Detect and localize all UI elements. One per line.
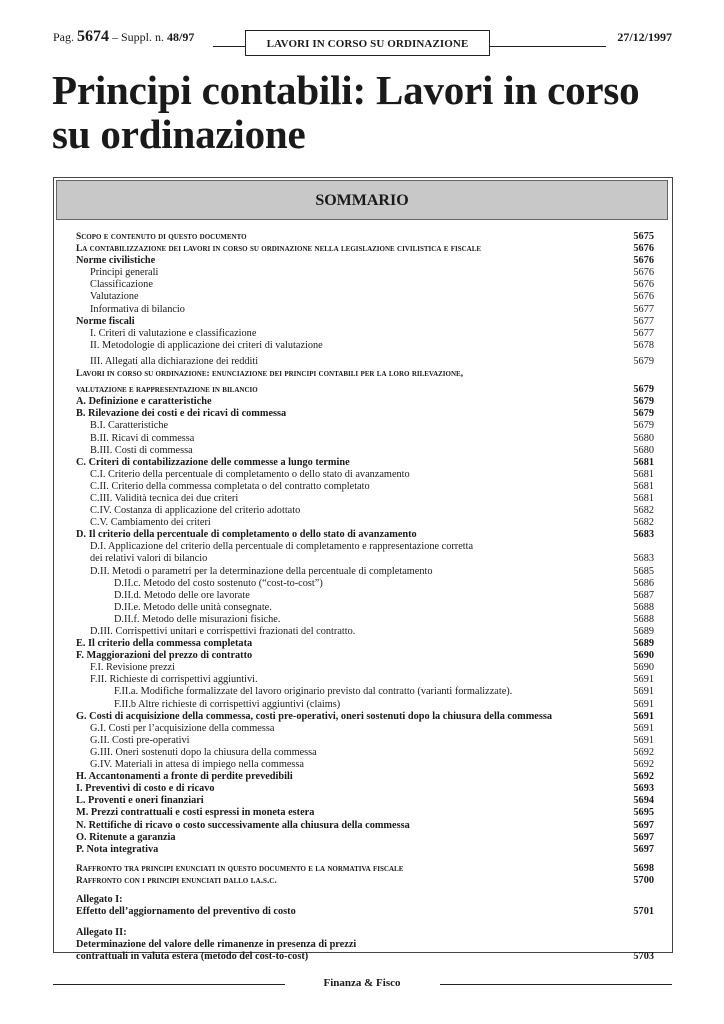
toc-entry[interactable]: [76, 505, 654, 517]
dash: –: [112, 30, 118, 44]
toc-entry[interactable]: [76, 894, 654, 906]
toc-entry-page: 5681: [633, 456, 654, 468]
toc-entry-page: 5692: [633, 771, 654, 783]
toc-entry-text: D.II.c. Metodo del costo sostenuto (“cost-to-cost”): [114, 577, 323, 589]
toc-entry-text: G.II. Costi pre-operativi: [90, 734, 190, 746]
toc-entry-page: 5682: [633, 505, 654, 517]
toc-entry[interactable]: [76, 356, 654, 368]
toc-entry[interactable]: [76, 863, 654, 875]
toc-entry-text: I. Criteri di valutazione e classificazione: [90, 327, 257, 339]
toc-entry-text: B.III. Costi di commessa: [90, 444, 193, 456]
toc-entry-page: 5676: [633, 243, 654, 255]
toc-entry-page: 5678: [633, 339, 654, 351]
header-page-info: [53, 28, 194, 46]
toc-entry[interactable]: [76, 384, 654, 396]
toc-entry-text: Raffronto tra principi enunciati in questo documento e la normativa fiscale: [76, 863, 404, 874]
title-line-2: su ordinazione: [52, 111, 306, 157]
toc-entry-text: G.III. Oneri sostenuti dopo la chiusura della commessa: [90, 746, 317, 758]
toc-entry-page: 5682: [633, 517, 654, 529]
toc-entry-text: D.II. Metodi o parametri per la determinazione della percentuale di completamento: [90, 565, 433, 577]
toc-entry[interactable]: [76, 481, 654, 493]
toc-entry[interactable]: [76, 747, 654, 759]
toc-entry-page: 5677: [633, 315, 654, 327]
toc-entry-page: 5691: [633, 722, 654, 734]
toc-entry-text: Classificazione: [90, 279, 153, 291]
toc-entry-text: B. Rilevazione dei costi e dei ricavi di commessa: [76, 408, 287, 420]
toc-entry-text: contrattuali in valuta estera (metodo del cost-to-cost): [76, 951, 309, 963]
toc-entry-text: Norme fiscali: [76, 315, 135, 327]
toc-entry[interactable]: [76, 493, 654, 505]
toc-entry-page: 5683: [633, 529, 654, 541]
toc-entry[interactable]: [76, 662, 654, 674]
toc-entry-page: 5697: [633, 831, 654, 843]
toc-entry[interactable]: [76, 951, 654, 963]
toc-entry[interactable]: [76, 328, 654, 340]
toc-entry-page: 5693: [633, 783, 654, 795]
toc-entry-text: G.IV. Materiali in attesa di impiego nella commessa: [90, 759, 304, 771]
toc-entry-text: D.II.d. Metodo delle ore lavorate: [114, 589, 250, 601]
toc-entry[interactable]: [76, 304, 654, 316]
toc-entry-text: Determinazione del valore delle rimanenze in presenza di prezzi: [76, 939, 357, 951]
toc-entry-page: 5676: [633, 267, 654, 279]
toc-entry-page: 5703: [633, 951, 654, 963]
toc-entry-page: 5698: [633, 862, 654, 874]
toc-entry-text: Effetto dell’aggiornamento del preventivo di costo: [76, 906, 296, 918]
toc-entry-text: C.II. Criterio della commessa completata o del contratto completato: [90, 480, 370, 492]
toc-entry[interactable]: [76, 927, 654, 939]
toc-entry-page: 5688: [633, 613, 654, 625]
toc-entry-page: 5686: [633, 577, 654, 589]
toc-entry-page: 5679: [633, 355, 654, 367]
toc-entry-text: Raffronto con i principi enunciati dallo i.a.s.c.: [76, 875, 277, 886]
toc-entry[interactable]: [76, 316, 654, 328]
toc-entry-page: 5691: [633, 674, 654, 686]
toc-entry[interactable]: [76, 771, 654, 783]
toc-entry-page: 5676: [633, 279, 654, 291]
toc-entry[interactable]: [76, 590, 654, 602]
toc-entry[interactable]: [76, 723, 654, 735]
toc-entry-text: P. Nota integrativa: [76, 843, 159, 855]
toc-entry[interactable]: [76, 517, 654, 529]
toc-entry-text: dei relativi valori di bilancio: [90, 553, 208, 565]
toc-entry[interactable]: [76, 469, 654, 481]
toc-entry[interactable]: [76, 578, 654, 590]
toc-entry-text: La contabilizzazione dei lavori in corso su ordinazione nella legislazione civilistica e fiscale: [76, 244, 482, 255]
toc-entry-text: Scopo e contenuto di questo documento: [76, 232, 247, 242]
toc-entry-text: D.II.f. Metodo delle misurazioni fisiche.: [114, 613, 281, 625]
header-date: 27/12/1997: [617, 30, 672, 44]
toc-entry[interactable]: [76, 396, 654, 408]
page-number: 5674: [77, 28, 109, 45]
toc-entry-page: 5692: [633, 746, 654, 758]
toc-entry-text: Valutazione: [90, 291, 139, 303]
toc-entry[interactable]: [76, 541, 654, 553]
toc-entry-page: 5694: [633, 795, 654, 807]
toc-entry-text: Allegato II:: [76, 927, 127, 939]
toc-entry[interactable]: [76, 626, 654, 638]
toc-entry[interactable]: [76, 255, 654, 267]
toc-entry[interactable]: [76, 279, 654, 291]
toc-entry[interactable]: [76, 832, 654, 844]
toc-entry-page: 5685: [633, 565, 654, 577]
toc-entry-page: 5679: [633, 396, 654, 408]
header-rule-right: [490, 46, 606, 47]
toc-entry[interactable]: [76, 783, 654, 795]
toc-entry-page: 5697: [633, 819, 654, 831]
toc-entry[interactable]: [76, 243, 654, 255]
toc-entry[interactable]: [76, 759, 654, 771]
header-rule-left: [213, 46, 245, 47]
sommario-heading: SOMMARIO: [56, 180, 668, 220]
toc-entry-page: 5681: [633, 468, 654, 480]
toc-entry-text: B.II. Ricavi di commessa: [90, 432, 195, 444]
toc-entry-text: Norme civilistiche: [76, 255, 156, 267]
toc-entry[interactable]: [76, 906, 654, 918]
toc-entry-text: O. Ritenute a garanzia: [76, 831, 176, 843]
toc-entry-page: 5690: [633, 650, 654, 662]
toc-entry-text: E. Il criterio della commessa completata: [76, 638, 253, 650]
toc-entry-text: F.I. Revisione prezzi: [90, 662, 175, 674]
suppl-label: Suppl. n.: [121, 30, 165, 44]
toc-entry[interactable]: [76, 686, 654, 698]
page-header: [0, 0, 724, 70]
toc-entry[interactable]: [76, 291, 654, 303]
toc-entry-text: F. Maggiorazioni del prezzo di contratto: [76, 650, 253, 662]
toc-entry-text: N. Rettifiche di ricavo o costo successivamente alla chiusura della commessa: [76, 819, 410, 831]
toc-entry-page: 5676: [633, 255, 654, 267]
toc-entry-page: 5677: [633, 303, 654, 315]
spacer: [76, 887, 654, 894]
toc-entry[interactable]: [76, 457, 654, 469]
header-section-box: LAVORI IN CORSO SU ORDINAZIONE: [245, 30, 490, 56]
title-line-1: Principi contabili: Lavori in corso: [52, 67, 640, 113]
toc-entry-text: G.I. Costi per l’acquisizione della commessa: [90, 722, 275, 734]
toc-entry-page: 5691: [633, 686, 654, 698]
toc-entry-text: II. Metodologie di applicazione dei criteri di valutazione: [90, 339, 323, 351]
toc-entry[interactable]: [76, 638, 654, 650]
toc-entry-text: M. Prezzi contrattuali e costi espressi in moneta estera: [76, 807, 315, 819]
toc-entry-text: F.II. Richieste di corrispettivi aggiuntivi.: [90, 674, 258, 686]
toc-entry[interactable]: [76, 340, 654, 352]
toc-entry-page: 5683: [633, 553, 654, 565]
toc-entry-page: 5680: [633, 432, 654, 444]
toc-entry-text: C.I. Criterio della percentuale di completamento o dello stato di avanzamento: [90, 468, 410, 480]
toc-entry-page: 5679: [633, 384, 654, 396]
toc-entry-text: L. Proventi e oneri finanziari: [76, 795, 204, 807]
toc-entry-page: 5680: [633, 444, 654, 456]
spacer: [76, 856, 654, 863]
spacer: [76, 918, 654, 927]
toc-entry-text: Principi generali: [90, 267, 159, 279]
toc-entry[interactable]: [76, 445, 654, 457]
toc-entry-page: 5679: [633, 408, 654, 420]
toc-entry[interactable]: [76, 820, 654, 832]
toc-entry-text: I. Preventivi di costo e di ricavo: [76, 783, 215, 795]
toc-entry-text: C.III. Validità tecnica dei due criteri: [90, 492, 239, 504]
toc-entry-text: F.II.a. Modifiche formalizzate del lavoro originario previsto dal contratto (varianti formalizzate).: [114, 686, 513, 698]
toc-entry-text: D.I. Applicazione del criterio della percentuale di completamento e rappresentazione corretta: [90, 541, 474, 553]
toc-entry-page: 5692: [633, 759, 654, 771]
toc-entry-page: 5681: [633, 480, 654, 492]
toc-entry-page: 5691: [633, 698, 654, 710]
toc-entry-page: 5691: [633, 710, 654, 722]
pag-label: Pag.: [53, 30, 74, 44]
toc-entry-text: Informativa di bilancio: [90, 303, 185, 315]
toc-entry-page: 5676: [633, 291, 654, 303]
toc-entry[interactable]: [76, 711, 654, 723]
toc-entry-text: C.V. Cambiamento dei criteri: [90, 517, 211, 529]
toc-entry[interactable]: [76, 602, 654, 614]
toc-entry-page: 5687: [633, 589, 654, 601]
toc-entry-page: 5681: [633, 492, 654, 504]
toc-entry[interactable]: [76, 674, 654, 686]
footer-publication: Finanza & Fisco: [323, 977, 401, 989]
toc-entry[interactable]: [76, 795, 654, 807]
toc-entry[interactable]: [76, 408, 654, 420]
toc-entry-text: F.II.b Altre richieste di corrispettivi aggiuntivi (claims): [114, 698, 341, 710]
toc-entry[interactable]: [76, 566, 654, 578]
toc-entry-page: 5675: [633, 231, 654, 242]
table-of-contents: [76, 231, 654, 963]
toc-entry-text: B.I. Caratteristiche: [90, 420, 169, 432]
toc-entry-text: C.IV. Costanza di applicazione del criterio adottato: [90, 505, 301, 517]
toc-entry-page: 5679: [633, 420, 654, 432]
toc-entry-page: 5689: [633, 638, 654, 650]
toc-entry-text: valutazione e rappresentazione in bilancio: [76, 385, 258, 396]
toc-entry-page: 5689: [633, 626, 654, 637]
toc-entry[interactable]: [76, 807, 654, 819]
toc-entry[interactable]: [76, 939, 654, 951]
toc-entry-page: 5691: [633, 734, 654, 746]
toc-entry[interactable]: [76, 267, 654, 279]
toc-entry-page: 5695: [633, 807, 654, 819]
toc-entry[interactable]: [76, 368, 654, 380]
toc-entry[interactable]: [76, 231, 654, 243]
toc-entry[interactable]: [76, 875, 654, 887]
toc-entry-text: A. Definizione e caratteristiche: [76, 396, 212, 408]
toc-entry-page: 5701: [633, 906, 654, 918]
toc-entry[interactable]: [76, 650, 654, 662]
suppl-number: 48/97: [167, 30, 195, 44]
toc-entry-text: G. Costi di acquisizione della commessa, costi pre-operativi, oneri sostenuti dopo la chiusura della commessa: [76, 710, 553, 722]
toc-entry[interactable]: [76, 735, 654, 747]
toc-entry-page: 5688: [633, 601, 654, 613]
toc-entry-text: C. Criteri di contabilizzazione delle commesse a lungo termine: [76, 456, 350, 468]
page-title: [52, 68, 692, 156]
toc-entry[interactable]: [76, 529, 654, 541]
toc-entry-text: III. Allegati alla dichiarazione dei redditi: [90, 355, 259, 367]
toc-entry[interactable]: [76, 433, 654, 445]
toc-entry[interactable]: [76, 844, 654, 856]
toc-entry[interactable]: [76, 699, 654, 711]
toc-entry[interactable]: [76, 553, 654, 565]
toc-entry-page: 5690: [633, 662, 654, 674]
toc-entry-text: D.II.e. Metodo delle unità consegnate.: [114, 601, 272, 613]
toc-entry-text: D. Il criterio della percentuale di completamento o dello stato di avanzamento: [76, 529, 417, 541]
toc-entry-text: H. Accantonamenti a fronte di perdite prevedibili: [76, 771, 293, 783]
toc-entry-text: Allegato I:: [76, 893, 123, 905]
toc-entry[interactable]: [76, 614, 654, 626]
toc-entry-page: 5697: [633, 843, 654, 855]
toc-entry-text: Lavori in corso su ordinazione: enunciazione dei principi contabili per la loro rilevazione,: [76, 369, 464, 380]
toc-entry-text: D.III. Corrispettivi unitari e corrispettivi frazionati del contratto.: [90, 626, 356, 637]
toc-entry-page: 5700: [633, 874, 654, 886]
toc-entry-page: 5677: [633, 327, 654, 339]
toc-entry[interactable]: [76, 420, 654, 432]
